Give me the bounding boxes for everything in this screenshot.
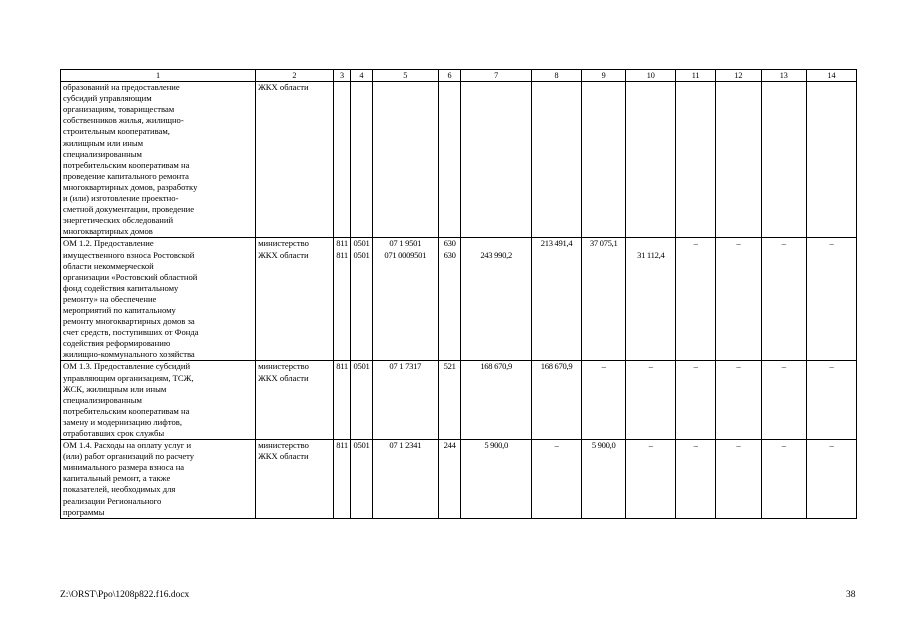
- value-line: –: [648, 440, 653, 451]
- value-line: –: [648, 361, 653, 372]
- column-number: 4: [351, 70, 372, 82]
- value-cell-c8: [532, 238, 582, 361]
- value-line: –: [554, 440, 559, 451]
- measure-name-line: проведение капитального ремонта: [63, 170, 189, 181]
- measure-name-line: показателей, необходимых для: [63, 484, 176, 495]
- measure-name-line: ЖСК, жилищным или иным: [63, 383, 167, 394]
- value-cell-c11: [676, 361, 716, 440]
- measure-name-cell: [61, 361, 256, 440]
- value-line: –: [601, 361, 606, 372]
- value-cell-c13: [761, 361, 806, 440]
- value-line: 168 670,9: [540, 361, 573, 372]
- column-number: 7: [461, 70, 532, 82]
- value-cell-c7: [461, 238, 532, 361]
- value-spacer: [628, 238, 673, 249]
- value-cell-c4: [351, 440, 372, 519]
- value-cell-c10: [626, 82, 676, 238]
- column-number: 8: [532, 70, 582, 82]
- table-row: [61, 361, 857, 440]
- value-cell-c6: [439, 82, 461, 238]
- measure-name-line: минимального размера взноса на: [63, 462, 185, 473]
- executor-line: ЖКХ области: [258, 372, 309, 383]
- value-cell-c4: [351, 82, 372, 238]
- value-cell-c14: [807, 238, 857, 361]
- value-line: 31 112,4: [637, 249, 665, 260]
- value-line: 0501: [353, 440, 370, 451]
- column-number: 5: [372, 70, 439, 82]
- measure-name-line: отработавших срок службы: [63, 428, 165, 438]
- value-cell-c12: [716, 440, 761, 519]
- value-cell-c12: [716, 361, 761, 440]
- value-cell-c14: [807, 361, 857, 440]
- executor-cell: [256, 238, 334, 361]
- measure-name-line: образований на предоставление: [63, 82, 180, 93]
- measure-name-line: содействия реформированию: [63, 338, 171, 349]
- column-number: 6: [439, 70, 461, 82]
- value-line: –: [736, 238, 741, 249]
- value-line: 811: [336, 238, 348, 249]
- measure-name-line: управляющим организациям, ТСЖ,: [63, 372, 194, 383]
- value-spacer: [463, 238, 529, 249]
- measure-name-cell: [61, 440, 256, 519]
- value-cell-c8: [532, 440, 582, 519]
- executor-line: министерство: [258, 361, 309, 372]
- value-cell-c6: [439, 238, 461, 361]
- column-number: 14: [807, 70, 857, 82]
- measure-name-line: ОМ 1.3. Предоставление субсидий: [63, 361, 191, 372]
- value-cell-c8: [532, 82, 582, 238]
- value-line: –: [829, 361, 834, 372]
- budget-table: [60, 69, 857, 519]
- value-line: 071 0009501: [384, 249, 427, 260]
- value-cell-c13: [761, 238, 806, 361]
- value-cell-c8: [532, 361, 582, 440]
- value-line: 811: [336, 361, 348, 372]
- value-cell-c10: [626, 361, 676, 440]
- measure-name-line: специализированным: [63, 148, 142, 159]
- value-line: 5 900,0: [591, 440, 616, 451]
- value-cell-c3: [333, 82, 351, 238]
- measure-name-line: капитальный ремонт, а также: [63, 473, 171, 484]
- measure-name-line: организации «Ростовский областной: [63, 271, 198, 282]
- value-cell-c13: [761, 440, 806, 519]
- measure-name-line: реализации Регионального: [63, 495, 162, 506]
- measure-name-line: организациям, товариществам: [63, 104, 175, 115]
- column-number: 11: [676, 70, 716, 82]
- column-number: 13: [761, 70, 806, 82]
- measure-name-line: ремонту» на обеспечение: [63, 293, 157, 304]
- value-cell-c7: [461, 82, 532, 238]
- page-number: 38: [846, 590, 856, 600]
- value-cell-c14: [807, 82, 857, 238]
- value-line: –: [693, 440, 698, 451]
- measure-name-line: замену и модернизацию лифтов,: [63, 416, 182, 427]
- measure-name-line: ОМ 1.2. Предоставление: [63, 238, 154, 249]
- measure-name-line: субсидий управляющим: [63, 93, 152, 104]
- measure-name-line: (или) работ организаций по расчету: [63, 451, 195, 462]
- value-cell-c9: [582, 82, 626, 238]
- value-cell-c5: [372, 82, 439, 238]
- executor-line: ЖКХ области: [258, 82, 309, 93]
- table-row: [61, 440, 857, 519]
- value-cell-c7: [461, 440, 532, 519]
- value-line: –: [829, 440, 834, 451]
- value-line: –: [736, 440, 741, 451]
- measure-name-line: мероприятий по капитальному: [63, 304, 176, 315]
- value-line: 0501: [353, 361, 370, 372]
- value-line: 630: [443, 238, 456, 249]
- measure-name-line: программы: [63, 506, 105, 517]
- value-line: 5 900,0: [484, 440, 508, 451]
- value-line: 243 990,2: [480, 249, 512, 260]
- value-cell-c3: [333, 238, 351, 361]
- value-cell-c6: [439, 361, 461, 440]
- measure-name-line: имущественного взноса Ростовской: [63, 249, 195, 260]
- value-cell-c14: [807, 440, 857, 519]
- value-line: 811: [336, 249, 348, 260]
- column-number: 9: [582, 70, 626, 82]
- measure-name-cell: [61, 238, 256, 361]
- value-cell-c3: [333, 440, 351, 519]
- value-cell-c11: [676, 440, 716, 519]
- value-line: –: [781, 238, 786, 249]
- value-cell-c6: [439, 440, 461, 519]
- measure-name-line: ОМ 1.4. Расходы на оплату услуг и: [63, 440, 192, 451]
- value-cell-c10: [626, 440, 676, 519]
- column-number: 1: [61, 70, 256, 82]
- value-cell-c5: [372, 238, 439, 361]
- value-line: 0501: [353, 249, 370, 260]
- executor-line: министерство: [258, 238, 309, 249]
- measure-name-line: сметной документации, проведение: [63, 204, 195, 215]
- measure-name-line: потребительским кооперативам на: [63, 405, 190, 416]
- value-cell-c7: [461, 361, 532, 440]
- measure-name-line: счет средств, поступивших от Фонда: [63, 327, 199, 338]
- value-line: 07 1 2341: [389, 440, 422, 451]
- executor-cell: [256, 82, 334, 238]
- value-line: –: [736, 361, 741, 372]
- column-number: 2: [256, 70, 334, 82]
- value-cell-c4: [351, 238, 372, 361]
- measure-name-line: специализированным: [63, 394, 142, 405]
- table-row: [61, 238, 857, 361]
- measure-name-line: фонд содействия капитальному: [63, 282, 179, 293]
- value-line: –: [781, 440, 786, 451]
- value-cell-c12: [716, 238, 761, 361]
- executor-line: министерство: [258, 440, 309, 451]
- measure-name-line: и (или) изготовление проектно-: [63, 193, 179, 204]
- measure-name-line: жилищным или иным: [63, 137, 144, 148]
- value-cell-c5: [372, 361, 439, 440]
- value-line: –: [781, 361, 786, 372]
- document-file-path: Z:\ORST\Ppo\1208p822.f16.docx: [60, 590, 190, 600]
- column-number-row: [61, 70, 857, 82]
- value-cell-c11: [676, 82, 716, 238]
- measure-name-cell: [61, 82, 256, 238]
- executor-line: ЖКХ области: [258, 249, 309, 260]
- measure-name-line: строительным кооперативам,: [63, 126, 170, 137]
- value-line: 630: [443, 249, 456, 260]
- measure-name-line: собственников жилья, жилищно-: [63, 115, 184, 126]
- column-number: 3: [333, 70, 351, 82]
- value-cell-c4: [351, 361, 372, 440]
- value-cell-c9: [582, 238, 626, 361]
- value-cell-c11: [676, 238, 716, 361]
- value-line: –: [829, 238, 834, 249]
- value-cell-c3: [333, 361, 351, 440]
- measure-name-line: многоквартирных домов, разработку: [63, 181, 198, 192]
- column-number: 10: [626, 70, 676, 82]
- value-cell-c10: [626, 238, 676, 361]
- value-line: 07 1 9501: [389, 238, 422, 249]
- executor-line: ЖКХ области: [258, 451, 309, 462]
- executor-cell: [256, 361, 334, 440]
- measure-name-line: многоквартирных домов: [63, 226, 153, 237]
- value-line: 213 491,4: [540, 238, 573, 249]
- value-line: 07 1 7317: [389, 361, 422, 372]
- value-cell-c12: [716, 82, 761, 238]
- column-number: 12: [716, 70, 761, 82]
- value-line: 37 075,1: [589, 238, 618, 249]
- executor-cell: [256, 440, 334, 519]
- measure-name-line: энергетических обследований: [63, 215, 174, 226]
- value-line: 168 670,9: [480, 361, 512, 372]
- value-cell-c5: [372, 440, 439, 519]
- measure-name-line: потребительским кооперативам на: [63, 159, 190, 170]
- value-line: 0501: [353, 238, 370, 249]
- measure-name-line: ремонту многоквартирных домов за: [63, 316, 195, 327]
- value-line: –: [693, 238, 698, 249]
- measure-name-line: жилищно-коммунального хозяйства: [63, 349, 195, 360]
- value-line: 521: [443, 361, 456, 372]
- value-line: 244: [443, 440, 456, 451]
- value-cell-c9: [582, 361, 626, 440]
- value-line: –: [693, 361, 698, 372]
- table-row: [61, 82, 857, 238]
- measure-name-line: области некоммерческой: [63, 260, 154, 271]
- value-cell-c13: [761, 82, 806, 238]
- value-cell-c9: [582, 440, 626, 519]
- value-line: 811: [336, 440, 348, 451]
